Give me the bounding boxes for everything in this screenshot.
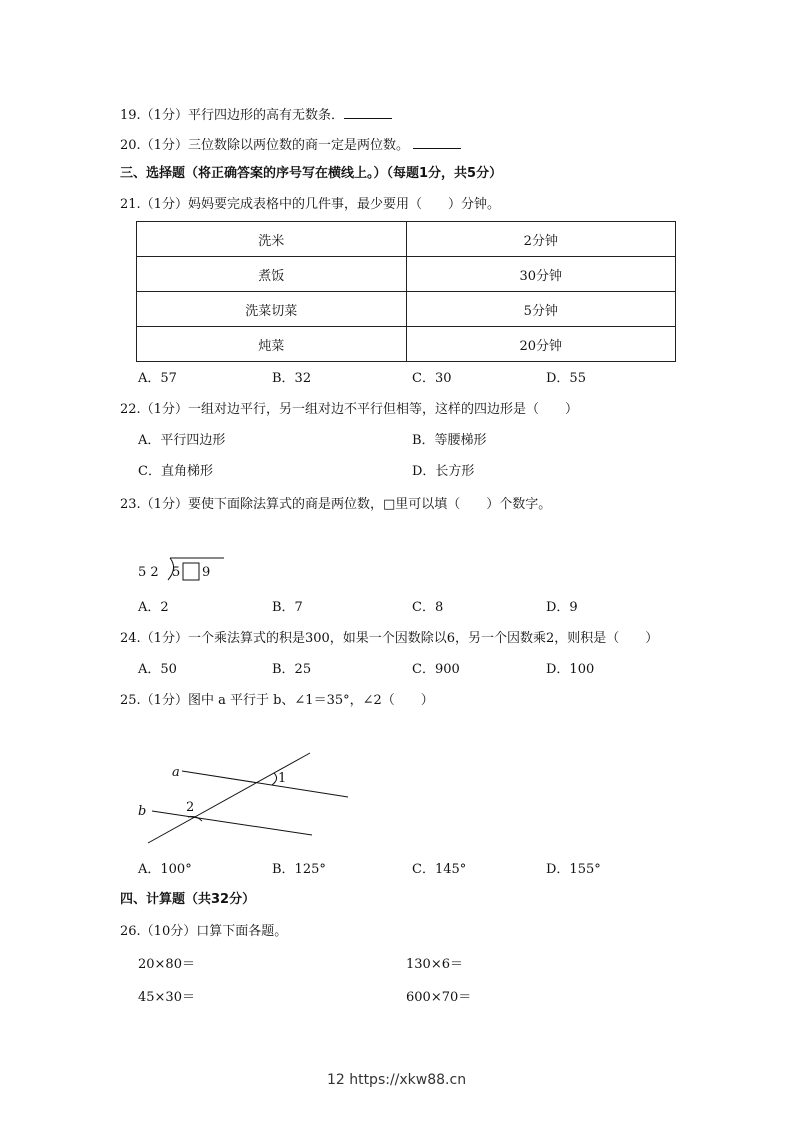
- table-row: [137, 257, 676, 292]
- question-21-table: [136, 221, 676, 362]
- option-25-c[interactable]: C．145°: [412, 862, 467, 877]
- question-19-text: 19.（1分）平行四边形的高有无数条．: [120, 108, 344, 123]
- answer-blank-20[interactable]: [413, 134, 461, 149]
- option-23-b[interactable]: B．7: [272, 600, 303, 615]
- question-25-text: 25.（1分）图中 a 平行于 b、∠1＝35°，∠2（ ）: [120, 693, 434, 708]
- question-26-text: 26.（10分）口算下面各题。: [120, 924, 288, 939]
- option-22-c[interactable]: C．直角梯形: [138, 464, 213, 479]
- option-22-a[interactable]: A．平行四边形: [138, 433, 226, 448]
- question-22-text: 22.（1分）一组对边平行，另一组对边不平行但相等，这样的四边形是（ ）: [120, 402, 578, 417]
- table-row: [137, 222, 676, 257]
- question-23-text: 23.（1分）要使下面除法算式的商是两位数，□里可以填（ ）个数字。: [120, 497, 552, 512]
- option-22-b[interactable]: B．等腰梯形: [412, 433, 487, 448]
- label-b: b: [138, 804, 147, 819]
- option-24-b[interactable]: B．25: [272, 662, 312, 677]
- table-cell: 洗米: [137, 222, 407, 257]
- section-3-heading: 三、选择题（将正确答案的序号写在横线上。）（每题1分，共5分）: [120, 166, 503, 181]
- line-b: [152, 811, 312, 835]
- table-row: [137, 292, 676, 327]
- option-23-a[interactable]: A．2: [138, 600, 169, 615]
- option-25-b[interactable]: B．125°: [272, 862, 326, 877]
- table-cell: 2分钟: [406, 222, 676, 257]
- option-22-d[interactable]: D．长方形: [412, 464, 475, 479]
- calc-item: 130×6＝: [406, 957, 463, 972]
- calc-item: 45×30＝: [138, 990, 195, 1005]
- option-23-c[interactable]: C．8: [412, 600, 444, 615]
- table-cell: 30分钟: [406, 257, 676, 292]
- table-cell: 煮饭: [137, 257, 407, 292]
- answer-blank-19[interactable]: [344, 104, 392, 119]
- parallel-lines-figure: [130, 745, 370, 855]
- question-21-text: 21.（1分）妈妈要完成表格中的几件事，最少要用（ ）分钟。: [120, 197, 500, 212]
- long-division-figure: [130, 548, 240, 584]
- page-footer: 12 https://xkw88.cn: [326, 1072, 467, 1088]
- divisor-text: 5 2: [138, 565, 159, 580]
- line-a: [182, 771, 348, 797]
- table-row: [137, 327, 676, 362]
- option-23-d[interactable]: D．9: [546, 600, 578, 615]
- question-24-text: 24.（1分）一个乘法算式的积是300，如果一个因数除以6，另一个因数乘2，则积是（ ）: [120, 631, 659, 646]
- question-19: [120, 104, 392, 125]
- label-a: a: [172, 765, 180, 780]
- question-20: [120, 134, 461, 155]
- calc-item: 600×70＝: [406, 990, 472, 1005]
- option-25-a[interactable]: A．100°: [138, 862, 192, 877]
- option-21-a[interactable]: A．57: [138, 371, 177, 386]
- angle-1-arc: [272, 773, 277, 785]
- option-24-d[interactable]: D．100: [546, 662, 595, 677]
- option-24-a[interactable]: A．50: [138, 662, 177, 677]
- blank-box[interactable]: [183, 563, 199, 580]
- dividend-right-digit: 9: [202, 565, 211, 580]
- table-cell: 炖菜: [137, 327, 407, 362]
- table-cell: 洗菜切菜: [137, 292, 407, 327]
- option-24-c[interactable]: C．900: [412, 662, 460, 677]
- table-cell: 5分钟: [406, 292, 676, 327]
- dividend-left-digit: 5: [172, 565, 181, 580]
- option-21-d[interactable]: D．55: [546, 371, 586, 386]
- label-angle-1: 1: [278, 771, 287, 786]
- option-21-c[interactable]: C．30: [412, 371, 452, 386]
- table-cell: 20分钟: [406, 327, 676, 362]
- option-21-b[interactable]: B．32: [272, 371, 312, 386]
- label-angle-2: 2: [186, 800, 195, 815]
- question-20-text: 20.（1分）三位数除以两位数的商一定是两位数。: [120, 138, 409, 153]
- option-25-d[interactable]: D．155°: [546, 862, 601, 877]
- calc-item: 20×80＝: [138, 957, 195, 972]
- section-4-heading: 四、计算题（共32分）: [120, 892, 256, 907]
